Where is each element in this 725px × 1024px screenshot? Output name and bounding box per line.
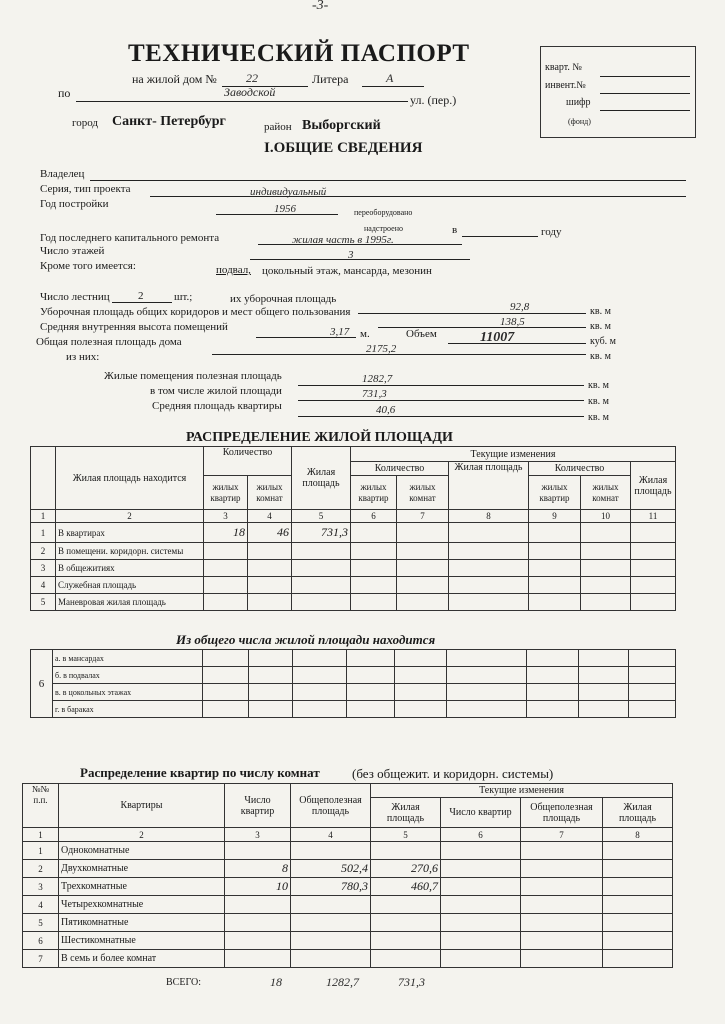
total-count: 18 <box>270 975 282 989</box>
repair-value: жилая часть в 1995г. <box>292 234 394 246</box>
table-row <box>31 543 676 560</box>
in-label: в <box>452 224 458 236</box>
t1-h-area2a: Жилая площадь <box>449 462 529 510</box>
row-label: Трехкомнатные <box>59 878 225 896</box>
codes-box <box>540 46 696 138</box>
row-number: 3 <box>23 878 59 896</box>
t3-num: 5 <box>371 828 441 842</box>
house-label: на жилой дом № <box>132 72 217 86</box>
floors-value: 3 <box>348 249 354 261</box>
row-number: 7 <box>23 950 59 968</box>
t1-num: 9 <box>529 510 581 523</box>
count-cell: 10 <box>225 878 291 896</box>
row-label: б. в подвалах <box>53 667 203 684</box>
stairs-count: 2 <box>138 290 144 302</box>
owner-label: Владелец <box>40 168 85 180</box>
row-label: Четырехкомнатные <box>59 896 225 914</box>
row-number: 3 <box>31 560 56 577</box>
stairs-area-label: их уборочная площадь <box>230 293 337 305</box>
table-row <box>31 650 676 667</box>
table-row <box>23 860 673 878</box>
t1-num: 7 <box>397 510 449 523</box>
unit-m2-5: кв. м <box>588 396 609 407</box>
t3-num: 7 <box>521 828 603 842</box>
volume-label: Объем <box>406 328 437 340</box>
floors-area-table <box>30 649 676 718</box>
t1-num: 6 <box>351 510 397 523</box>
section-title: I.ОБЩИЕ СВЕДЕНИЯ <box>264 140 423 156</box>
table-row <box>23 896 673 914</box>
t1-num: 3 <box>204 510 248 523</box>
total-label: ВСЕГО: <box>166 977 201 988</box>
stairs-prefix: Число лестниц <box>40 291 110 303</box>
row-label: г. в бараках <box>53 701 203 718</box>
t3-h-useful2: Общеполезная площадь <box>521 798 603 828</box>
built-on-label: надстроено <box>364 224 403 233</box>
rooms-cell: 46 <box>248 523 292 543</box>
table-row <box>31 523 676 543</box>
row-label: Маневровая жилая площадь <box>56 594 204 611</box>
t3-h-living2: Жилая площадь <box>603 798 673 828</box>
row-label: Шестикомнатные <box>59 932 225 950</box>
unit-m2-2: кв. м <box>590 321 611 332</box>
apts-cell: 18 <box>204 523 248 543</box>
table-row <box>31 667 676 684</box>
row-label: Пятикомнатные <box>59 914 225 932</box>
t3-h-count2: Число квартир <box>441 798 521 828</box>
t3-h-apts: Квартиры <box>59 784 225 828</box>
unit-m3: куб. м <box>590 336 617 347</box>
avg-label: Средняя площадь квартиры <box>152 400 282 412</box>
living-cell: 270,6 <box>371 860 441 878</box>
t3-num: 4 <box>291 828 371 842</box>
total-living: 731,3 <box>398 975 425 989</box>
fond-label: (фонд) <box>568 117 591 126</box>
table-row <box>31 577 676 594</box>
t3-num: 2 <box>59 828 225 842</box>
series-label: Серия, тип проекта <box>40 183 131 195</box>
row-label: в. в цокольных этажах <box>53 684 203 701</box>
of-them-label: из них: <box>66 351 100 363</box>
row-number: 5 <box>31 594 56 611</box>
useful-cell: 502,4 <box>291 860 371 878</box>
year-suffix: году <box>541 226 562 238</box>
row-number: 2 <box>23 860 59 878</box>
t1-h-count2b: Количество <box>529 462 631 476</box>
t3-h-living: Жилая площадь <box>371 798 441 828</box>
table-row <box>23 914 673 932</box>
unit-m2-4: кв. м <box>588 380 609 391</box>
t1-h-rooms2: жилых комнат <box>397 476 449 510</box>
house-number: 22 <box>246 71 258 85</box>
row-label: Служебная площадь <box>56 577 204 594</box>
street-suffix: ул. (пер.) <box>410 93 457 107</box>
t1-num: 10 <box>581 510 631 523</box>
unit-m2-3: кв. м <box>590 351 611 362</box>
po-label: по <box>58 86 71 100</box>
district-label: район <box>264 121 292 133</box>
t3-num: 6 <box>441 828 521 842</box>
repair-label: Год последнего капитального ремонта <box>40 232 220 244</box>
invent-label: инвент.№ <box>545 80 586 91</box>
t1-h-area2b: Жилая площадь <box>631 462 676 510</box>
t1-num: 2 <box>56 510 204 523</box>
t1-h-located: Жилая площадь находится <box>56 447 204 510</box>
t1-num: 8 <box>449 510 529 523</box>
table2-title: Из общего числа жилой площади находится <box>176 632 436 647</box>
page-number: -3- <box>312 0 329 13</box>
t1-h-count: Количество <box>204 447 292 476</box>
corridors-label: Уборочная площадь общих коридоров и мест общего пользования <box>40 306 351 318</box>
t1-h-rooms3: жилых комнат <box>581 476 631 510</box>
t3-h-useful: Общеполезная площадь <box>291 784 371 828</box>
avg-value: 40,6 <box>376 404 396 416</box>
height-value: 3,17 <box>330 326 350 338</box>
t1-num: 11 <box>631 510 676 523</box>
kvart-label: кварт. № <box>545 62 582 73</box>
useful-value: 2175,2 <box>366 343 397 355</box>
living-label: в том числе жилой площади <box>150 385 282 397</box>
row-label: В семь и более комнат <box>59 950 225 968</box>
row-number: 1 <box>31 523 56 543</box>
t3-h-current: Текущие изменения <box>371 784 673 798</box>
table3-title: Распределение квартир по числу комнат <box>80 765 320 780</box>
t1-h-area: Жилая площадь <box>292 447 351 510</box>
living-area-table <box>30 446 676 611</box>
t3-num: 3 <box>225 828 291 842</box>
district-value: Выборгский <box>302 118 381 133</box>
row-number: 6 <box>23 932 59 950</box>
useful-label: Общая полезная площадь дома <box>36 336 182 348</box>
table-row <box>23 950 673 968</box>
row-number: 4 <box>23 896 59 914</box>
table-row <box>31 701 676 718</box>
t1-h-count2a: Количество <box>351 462 449 476</box>
area-cell: 731,3 <box>292 523 351 543</box>
t1-num: 5 <box>292 510 351 523</box>
row-label: Однокомнатные <box>59 842 225 860</box>
stairs-area-value: 92,8 <box>510 301 530 313</box>
table3-note: (без общежит. и коридорн. системы) <box>352 766 554 781</box>
t1-h-current: Текущие изменения <box>351 447 676 462</box>
unit-m2-6: кв. м <box>588 412 609 423</box>
total-useful: 1282,7 <box>326 975 359 989</box>
table1-title: РАСПРЕДЕЛЕНИЕ ЖИЛОЙ ПЛОЩАДИ <box>186 430 453 445</box>
year-value: 1956 <box>274 203 296 215</box>
row-label: а. в мансардах <box>53 650 203 667</box>
litera-value: А <box>386 71 394 85</box>
apartments-table <box>22 783 673 968</box>
t3-h-no: №№ п.п. <box>23 784 59 828</box>
row-number: 4 <box>31 577 56 594</box>
count-cell: 8 <box>225 860 291 878</box>
table-row <box>31 684 676 701</box>
row-number: 1 <box>23 842 59 860</box>
city-label: город <box>72 117 99 129</box>
extra-rest: цокольный этаж, мансарда, мезонин <box>262 265 432 277</box>
living-cell: 460,7 <box>371 878 441 896</box>
unit-m2-1: кв. м <box>590 306 611 317</box>
volume-value: 11007 <box>480 330 515 345</box>
living-useful-value: 1282,7 <box>362 373 393 385</box>
table-row <box>23 878 673 896</box>
row-number: 6 <box>31 650 53 718</box>
table-row <box>31 560 676 577</box>
t3-num: 1 <box>23 828 59 842</box>
extra-label: Кроме того имеется: <box>40 260 136 272</box>
extra-basement: подвал, <box>216 264 251 276</box>
row-label: В квартирах <box>56 523 204 543</box>
t1-h-apts2: жилых квартир <box>351 476 397 510</box>
row-label: Двухкомнатные <box>59 860 225 878</box>
city-value: Санкт- Петербург <box>112 114 226 129</box>
table-row <box>31 594 676 611</box>
t3-num: 8 <box>603 828 673 842</box>
street-name: Заводской <box>224 85 276 99</box>
t3-h-count: Число квартир <box>225 784 291 828</box>
rebuilt-label: переоборудовано <box>354 208 413 217</box>
t1-h-rooms: жилых комнат <box>248 476 292 510</box>
height-label: Средняя внутренняя высота помещений <box>40 321 228 333</box>
t1-h-apts3: жилых квартир <box>529 476 581 510</box>
t1-num: 1 <box>31 510 56 523</box>
table-row <box>23 842 673 860</box>
useful-cell: 780,3 <box>291 878 371 896</box>
row-label: В общежитиях <box>56 560 204 577</box>
litera-label: Литера <box>312 72 349 86</box>
series-value: индивидуальный <box>250 186 327 198</box>
row-label: В помещени. коридорн. системы <box>56 543 204 560</box>
t1-num: 4 <box>248 510 292 523</box>
row-number: 2 <box>31 543 56 560</box>
corridors-value: 138,5 <box>500 316 525 328</box>
living-value: 731,3 <box>362 388 387 400</box>
table-row <box>23 932 673 950</box>
year-label: Год постройки <box>40 198 109 210</box>
floors-label: Число этажей <box>40 245 105 257</box>
document-title: ТЕХНИЧЕСКИЙ ПАСПОРТ <box>128 40 470 67</box>
living-useful-label: Жилые помещения полезная площадь <box>104 370 282 382</box>
shifr-label: шифр <box>566 97 591 108</box>
stairs-unit: шт.; <box>174 291 193 303</box>
row-number: 5 <box>23 914 59 932</box>
height-unit: м. <box>360 328 370 340</box>
t1-h-apts: жилых квартир <box>204 476 248 510</box>
